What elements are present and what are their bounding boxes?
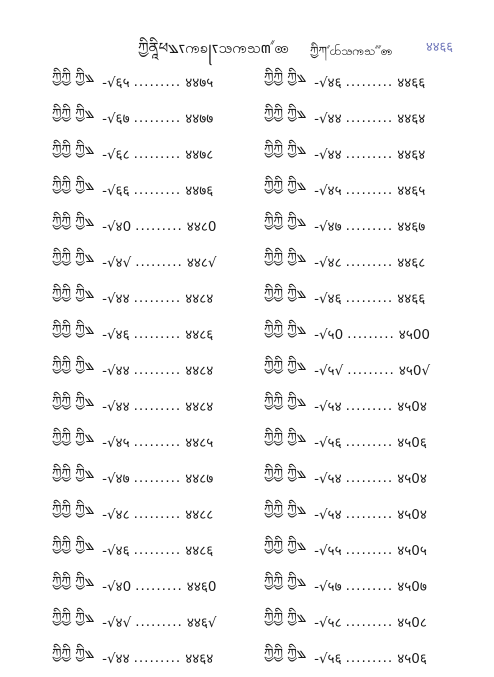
- entry-label: ཀྱིཀྱི ཀྱི꧉: [52, 250, 95, 266]
- entry-page-number: ४४८४: [185, 363, 214, 379]
- entry-label: ཀྱིཀྱི ཀྱི꧉: [52, 646, 95, 662]
- dot-leader: .........: [133, 326, 182, 342]
- index-entry: [264, 316, 474, 352]
- dot-leader: .........: [135, 578, 183, 594]
- entry-number: -√५८: [314, 615, 342, 631]
- entry-label: ཀྱིཀྱི ཀྱི꧉: [264, 286, 307, 302]
- entry-page-number: ४५0६: [397, 651, 427, 667]
- dot-leader: .........: [133, 74, 182, 90]
- entry-page-number: ४५0६: [397, 435, 427, 451]
- dot-leader: .........: [345, 470, 394, 486]
- dot-leader: .........: [133, 182, 182, 198]
- entry-page-number: ४४६0: [186, 579, 217, 595]
- dot-leader: .........: [345, 74, 394, 90]
- index-entry: [52, 604, 262, 640]
- entry-number: -√६८: [102, 147, 130, 163]
- index-entry: [52, 352, 262, 388]
- entry-number: -√४६: [314, 75, 342, 91]
- entry-label: ཀྱིཀྱི ཀྱི꧉: [264, 610, 307, 626]
- index-entry: [264, 244, 474, 280]
- entry-number: -√६७: [102, 111, 130, 127]
- entry-number: -√४४: [102, 651, 130, 667]
- index-entry: [52, 280, 262, 316]
- dot-leader: .........: [133, 146, 182, 162]
- entry-label: ཀྱིཀྱི ཀྱི꧉: [264, 502, 307, 518]
- index-column-left: [52, 64, 262, 676]
- running-header: ཀྱིཀꧦꧤꧢꧩꧡꧦꧦꧭ: [310, 44, 393, 58]
- dot-leader: .........: [133, 110, 182, 126]
- dot-leader: .........: [347, 326, 395, 342]
- dot-leader: .........: [133, 398, 182, 414]
- entry-number: -√४0: [102, 579, 132, 595]
- dot-leader: .........: [345, 434, 394, 450]
- entry-label: ཀྱིཀྱི ཀྱི꧉: [264, 178, 307, 194]
- index-entry: [264, 604, 474, 640]
- entry-page-number: ४४८५: [185, 435, 214, 451]
- entry-label: ཀྱིཀྱི ཀྱི꧉: [264, 106, 307, 122]
- entry-label: ཀྱིཀྱི ཀྱི꧉: [52, 106, 95, 122]
- entry-label: ཀྱིཀྱི ཀྱི꧉: [52, 538, 95, 554]
- entry-page-number: ४४७७: [185, 111, 214, 127]
- index-entry: [264, 532, 474, 568]
- index-entry: [264, 280, 474, 316]
- dot-leader: .........: [133, 470, 182, 486]
- entry-number: -√४५: [314, 183, 342, 199]
- index-entry: [264, 388, 474, 424]
- entry-page-number: ४५0८: [397, 615, 427, 631]
- entry-page-number: ४४८८: [185, 507, 214, 523]
- page-number: ४४६६: [426, 40, 454, 55]
- entry-number: -√६६: [102, 183, 130, 199]
- entry-number: -√४√: [102, 255, 132, 271]
- entry-label: ཀྱིཀྱི ཀྱི꧉: [264, 430, 307, 446]
- entry-page-number: ४५0४: [397, 471, 427, 487]
- index-entry: [264, 100, 474, 136]
- entry-page-number: ४४७६: [185, 183, 214, 199]
- entry-label: ཀྱིཀྱི ཀྱི꧉: [264, 646, 307, 662]
- entry-label: ཀྱིཀྱི ཀྱི꧉: [52, 214, 95, 230]
- dot-leader: .........: [345, 146, 394, 162]
- page-title: ཀྱིནཱིཕ꧉ꧏꧩꧠ꧊ꧏꧢꧩꧡ꧟ꧦꧮ: [138, 39, 289, 57]
- entry-page-number: ४४८0: [186, 219, 217, 235]
- index-entry: [52, 64, 262, 100]
- entry-number: -√४६: [314, 291, 342, 307]
- entry-number: -√४४: [102, 363, 130, 379]
- entry-number: -√५४: [314, 399, 342, 415]
- entry-page-number: ४४६६: [397, 75, 426, 91]
- entry-label: ཀྱིཀྱི ཀྱི꧉: [52, 178, 95, 194]
- index-entry: [264, 568, 474, 604]
- entry-page-number: ४५0५: [397, 543, 427, 559]
- entry-number: -√४५: [102, 435, 130, 451]
- index-column-right: [264, 64, 474, 676]
- dot-leader: .........: [345, 542, 394, 558]
- index-entry: [52, 172, 262, 208]
- entry-number: -√५७: [314, 579, 342, 595]
- index-entry: [52, 424, 262, 460]
- index-entry: [52, 640, 262, 676]
- entry-number: -√४७: [314, 219, 342, 235]
- entry-page-number: ४४८४: [185, 291, 214, 307]
- index-entry: [264, 460, 474, 496]
- entry-number: -√४६: [102, 543, 130, 559]
- entry-number: -√५४: [314, 471, 342, 487]
- entry-number: -√६५: [102, 75, 130, 91]
- index-entry: [52, 100, 262, 136]
- dot-leader: .........: [135, 614, 183, 630]
- index-entry: [264, 640, 474, 676]
- entry-number: -√४४: [102, 399, 130, 415]
- entry-number: -√४४: [102, 291, 130, 307]
- index-entry: [52, 460, 262, 496]
- entry-page-number: ४४६७: [397, 219, 426, 235]
- dot-leader: .........: [345, 506, 394, 522]
- index-entry: [52, 568, 262, 604]
- dot-leader: .........: [345, 182, 394, 198]
- entry-number: -√४√: [102, 615, 132, 631]
- entry-number: -√५६: [314, 435, 342, 451]
- entry-page-number: ४४६८: [397, 255, 426, 271]
- dot-leader: .........: [135, 254, 183, 270]
- entry-label: ཀྱིཀྱི ཀྱི꧉: [52, 142, 95, 158]
- entry-number: -√५६: [314, 651, 342, 667]
- dot-leader: .........: [133, 542, 182, 558]
- index-entry: [52, 244, 262, 280]
- index-entry: [264, 208, 474, 244]
- entry-label: ཀྱིཀྱི ཀྱི꧉: [52, 322, 95, 338]
- dot-leader: .........: [345, 614, 394, 630]
- entry-label: ཀྱིཀྱི ཀྱི꧉: [52, 502, 95, 518]
- index-entry: [264, 136, 474, 172]
- entry-page-number: ४५0४: [397, 507, 427, 523]
- entry-number: -√४७: [102, 471, 130, 487]
- index-entry: [52, 388, 262, 424]
- dot-leader: .........: [345, 650, 394, 666]
- dot-leader: .........: [345, 398, 394, 414]
- entry-page-number: ४४६५: [397, 183, 426, 199]
- entry-page-number: ४४८७: [185, 471, 214, 487]
- dot-leader: .........: [135, 218, 183, 234]
- entry-number: -√५४: [314, 507, 342, 523]
- entry-label: ཀྱིཀྱི ཀྱི꧉: [52, 466, 95, 482]
- dot-leader: .........: [345, 110, 394, 126]
- entry-number: -√४४: [314, 111, 342, 127]
- dot-leader: .........: [345, 578, 394, 594]
- entry-page-number: ४४६६: [397, 291, 426, 307]
- entry-number: -√४६: [102, 327, 130, 343]
- dot-leader: .........: [133, 650, 182, 666]
- entry-label: ཀྱིཀྱི ཀྱི꧉: [264, 394, 307, 410]
- dot-leader: .........: [133, 506, 182, 522]
- entry-page-number: ४४८४: [185, 399, 214, 415]
- entry-label: ཀྱིཀྱི ཀྱི꧉: [52, 70, 95, 86]
- entry-page-number: ४४८√: [186, 255, 217, 271]
- entry-page-number: ४४७५: [185, 75, 214, 91]
- entry-number: -√५√: [314, 363, 344, 379]
- index-entry: [264, 172, 474, 208]
- index-entry: [264, 64, 474, 100]
- dot-leader: .........: [345, 254, 394, 270]
- dot-leader: .........: [133, 434, 182, 450]
- index-entry: [52, 532, 262, 568]
- index-entry: [52, 316, 262, 352]
- entry-number: -√४0: [102, 219, 132, 235]
- entry-label: ཀྱིཀྱི ཀྱི꧉: [52, 430, 95, 446]
- dot-leader: .........: [345, 290, 394, 306]
- entry-number: -√४४: [314, 147, 342, 163]
- entry-label: ཀྱིཀྱི ཀྱི꧉: [52, 394, 95, 410]
- index-entry: [52, 136, 262, 172]
- index-entry: [52, 496, 262, 532]
- dot-leader: .........: [347, 362, 395, 378]
- entry-label: ཀྱིཀྱི ཀྱི꧉: [264, 214, 307, 230]
- entry-page-number: ४५0√: [398, 363, 431, 379]
- entry-page-number: ४४७८: [185, 147, 214, 163]
- entry-page-number: ४५0७: [397, 579, 427, 595]
- entry-page-number: ४४८६: [185, 543, 214, 559]
- dot-leader: .........: [345, 218, 394, 234]
- entry-page-number: ४५0४: [397, 399, 427, 415]
- entry-label: ཀྱིཀྱི ཀྱི꧉: [264, 538, 307, 554]
- entry-label: ཀྱིཀྱི ཀྱི꧉: [264, 322, 307, 338]
- dot-leader: .........: [133, 290, 182, 306]
- entry-label: ཀྱིཀྱི ཀྱི꧉: [264, 358, 307, 374]
- index-entry: [264, 496, 474, 532]
- entry-label: ཀྱིཀྱི ཀྱི꧉: [264, 142, 307, 158]
- entry-label: ཀྱིཀྱི ཀྱི꧉: [52, 358, 95, 374]
- dot-leader: .........: [133, 362, 182, 378]
- entry-label: ཀྱིཀྱི ཀྱི꧉: [264, 250, 307, 266]
- entry-number: -√४८: [314, 255, 342, 271]
- entry-label: ཀྱིཀྱི ཀྱི꧉: [52, 610, 95, 626]
- entry-page-number: ४५00: [398, 327, 431, 343]
- entry-page-number: ४४६४: [397, 147, 426, 163]
- entry-label: ཀྱིཀྱི ཀྱི꧉: [52, 286, 95, 302]
- entry-page-number: ४४६४: [185, 651, 214, 667]
- index-entry: [264, 352, 474, 388]
- index-entry: [52, 208, 262, 244]
- index-entry: [264, 424, 474, 460]
- entry-number: -√५0: [314, 327, 344, 343]
- entry-label: ཀྱིཀྱི ཀྱི꧉: [264, 466, 307, 482]
- entry-number: -√४८: [102, 507, 130, 523]
- entry-page-number: ४४६४: [397, 111, 426, 127]
- entry-number: -√५५: [314, 543, 342, 559]
- entry-label: ཀྱིཀྱི ཀྱི꧉: [264, 574, 307, 590]
- entry-label: ཀྱིཀྱི ཀྱི꧉: [52, 574, 95, 590]
- entry-label: ཀྱིཀྱི ཀྱི꧉: [264, 70, 307, 86]
- entry-page-number: ४४८६: [185, 327, 214, 343]
- entry-page-number: ४४६√: [186, 615, 217, 631]
